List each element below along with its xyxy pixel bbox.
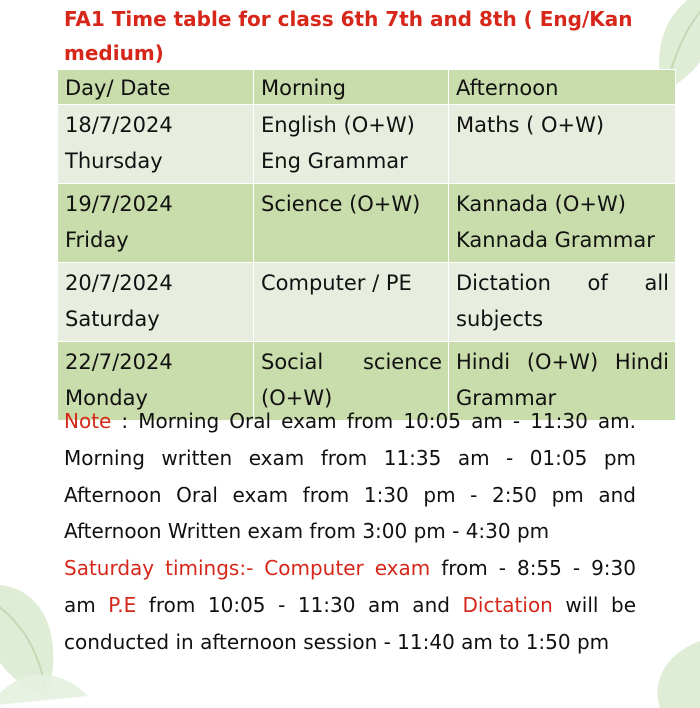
note-line: : Morning Oral exam from 10:05 am - 11:30 am. xyxy=(111,409,636,433)
subject: Maths ( O+W) xyxy=(456,113,605,137)
timetable xyxy=(57,69,676,421)
saturday-paragraph xyxy=(64,550,636,660)
subject: Dictation of all subjects xyxy=(456,271,669,331)
morning-cell xyxy=(254,263,449,342)
subject: Eng Grammar xyxy=(261,149,408,173)
saturday-text: will be conducted in afternoon session - 11:40 am to 1:50 pm xyxy=(64,592,636,654)
subject: English (O+W) xyxy=(261,113,415,137)
subject: Science (O+W) xyxy=(261,192,421,216)
date-cell xyxy=(58,263,254,342)
weekday: Saturday xyxy=(65,307,160,331)
leaf-decoration-icon xyxy=(630,628,700,708)
note-label: Note xyxy=(64,409,112,433)
header-morning: Morning xyxy=(254,70,449,105)
saturday-text: from - 8:55 - 9:30 am xyxy=(64,556,636,617)
weekday: Friday xyxy=(65,228,129,252)
weekday: Thursday xyxy=(65,149,163,173)
afternoon-cell xyxy=(449,263,676,342)
morning-cell xyxy=(254,184,449,263)
date-cell xyxy=(58,184,254,263)
saturday-label: Saturday timings:- Computer exam xyxy=(64,556,431,581)
date: 22/7/2024 xyxy=(65,350,173,374)
date: 18/7/2024 xyxy=(65,113,173,137)
table-row xyxy=(58,105,676,184)
pe-label: P.E xyxy=(108,592,137,617)
note-line: Afternoon Written exam from 3:00 pm - 4:30 pm xyxy=(64,519,550,544)
date: 20/7/2024 xyxy=(65,271,173,295)
subject: Hindi (O+W) Hindi Grammar xyxy=(456,350,669,410)
page-title: FA1 Time table for class 6th 7th and 8th ( Eng/Kan medium) xyxy=(64,7,633,65)
subject: Kannada (O+W) xyxy=(456,192,626,216)
note-line: Morning written exam from 11:35 am - 01:05 pm xyxy=(64,445,636,470)
weekday: Monday xyxy=(65,386,148,410)
morning-cell xyxy=(254,105,449,184)
subject: Social science (O+W) xyxy=(261,350,442,410)
date-cell xyxy=(58,105,254,184)
dictation-label: Dictation xyxy=(462,592,553,617)
table-header-row xyxy=(58,70,676,105)
header-day-date: Day/ Date xyxy=(58,70,254,105)
header-afternoon: Afternoon xyxy=(449,70,676,105)
note-paragraph xyxy=(64,403,636,550)
subject: Kannada Grammar xyxy=(456,228,655,252)
date: 19/7/2024 xyxy=(65,192,173,216)
afternoon-cell xyxy=(449,105,676,184)
table-row xyxy=(58,184,676,263)
note-line: Afternoon Oral exam from 1:30 pm - 2:50 pm and xyxy=(64,482,636,507)
afternoon-cell xyxy=(449,184,676,263)
table-row xyxy=(58,263,676,342)
subject: Computer / PE xyxy=(261,271,412,295)
notes-section xyxy=(64,403,636,661)
saturday-text: from 10:05 - 11:30 am and xyxy=(136,592,463,617)
